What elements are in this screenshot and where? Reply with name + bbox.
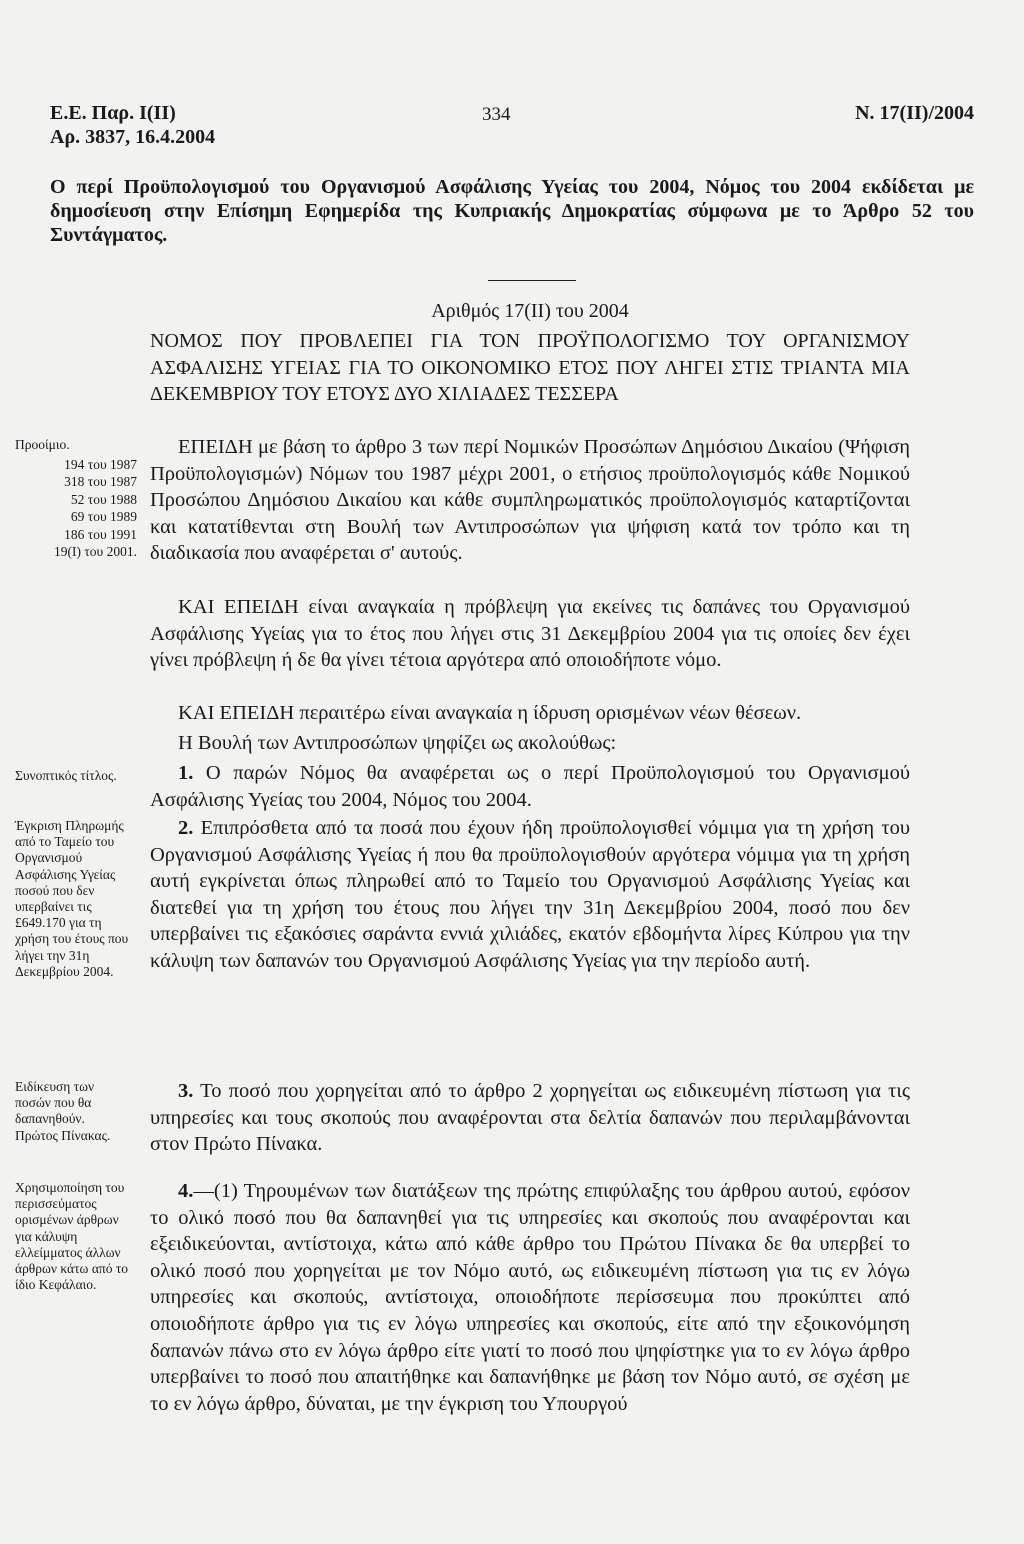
- law-title: ΝΟΜΟΣ ΠΟΥ ΠΡΟΒΛΕΠΕΙ ΓΙΑ ΤΟΝ ΠΡΟΫΠΟΛΟΓΙΣΜΟ ΤΟΥ ΟΡΓΑΝΙΣΜΟΥ ΑΣΦΑΛΙΣΗΣ ΥΓΕΙΑΣ ΓΙΑ ΤΟ ΟΙΚΟΝΟΜΙΚΟ ΕΤΟΣ ΠΟΥ ΛΗΓΕΙ ΣΤΙΣ ΤΡΙΑΝΤΑ ΜΙΑ ΔΕΚΕΜΒΡΙΟΥ ΤΟΥ ΕΤΟΥΣ ΔΥΟ ΧΙΛΙΑΔΕΣ ΤΕΣΣΕΡΑ: [150, 330, 910, 405]
- section-3-number: 3.: [178, 1080, 194, 1102]
- margin-note-references: [15, 456, 137, 560]
- margin-note-surplus: Χρησιμοποίηση του περισσεύματος ορισμένων άρθρων για κάλυψη ελλείμματος άλλων άρθρων κάτω από το ίδιο Κεφάλαιο.: [15, 1180, 129, 1293]
- recital-2: ΚΑΙ ΕΠΕΙΔΗ είναι αναγκαία η πρόβλεψη για εκείνες τις δαπάνες του Οργανισμού Ασφάλισης Υγείας για το έτος που λήγει στις 31 Δεκεμβρίου 2004 για τις οποίες δεν έχει γίνει πρόβλεψη ή δε θα γίνει τέτοια αργότερα από οποιοδήποτε νόμο.: [150, 596, 910, 672]
- reference-6: 19(Ι) του 2001.: [54, 544, 137, 560]
- section-4-text: —(1) Τηρουμένων των διατάξεων της πρώτης επιφύλαξης του άρθρου αυτού, εφόσον το ολικό ποσό που θα δαπανηθεί για τις υπηρεσίες και σκοπούς που αναφέρονται και εξειδικεύονται, αντίστοιχα, κάτω από κάθε άρθρο του Πρώτου Πίνακα δε θα υπερβεί το ολικό ποσό που χορηγείται με τον Νόμο αυτό, ως ειδικευμένη πίστωση για τις εν λόγω υπηρεσίες και σκοπούς, αντίστοιχα, οποιοδήποτε περίσσευμα που προκύπτει από οποιοδήποτε άρθρο για τις εν λόγω υπηρεσίες και σκοπούς, είτε από την εξοικονόμηση δαπανών πάνω στο εν λόγω άρθρο είτε γιατί το ποσό που ψηφίστηκε για το εν λόγω άρθρο υπερβαίνει το ποσό που απαιτήθηκε και δαπανήθηκε με βάση τον Νόμο αυτό, σε σχέση με το εν λόγω άρθρο, δύναται, με την έγκριση του Υπουργού: [150, 1180, 910, 1415]
- gazette-reference: Ε.Ε. Παρ. Ι(ΙΙ): [50, 102, 176, 124]
- reference-4: 69 του 1989: [70, 509, 137, 525]
- law-number: Αριθμός 17(ΙΙ) του 2004: [431, 300, 629, 322]
- section-2-number: 2.: [178, 817, 194, 839]
- section-4: [150, 1178, 910, 1417]
- section-1-number: 1.: [178, 762, 194, 784]
- reference-5: 186 του 1991: [64, 526, 137, 542]
- section-1: [150, 760, 910, 813]
- section-3-text: Το ποσό που χορηγείται από το άρθρο 2 χορηγείται ως ειδικευμένη πίστωση για τις υπηρεσίες και τους σκοπούς που αναφέρονται στα δελτία δαπανών που περιλαμβάνονται στον Πρώτο Πίνακα.: [150, 1080, 910, 1156]
- margin-note-short-title: Συνοπτικός τίτλος.: [15, 768, 117, 783]
- reference-3: 52 του 1988: [70, 491, 137, 507]
- margin-note-approval: Έγκριση Πληρωμής από το Ταμείο του Οργανισμού Ασφάλισης Υγείας ποσού που δεν υπερβαίνει τις £649.170 για τη χρήση του έτους που λήγει την 31η Δεκεμβρίου 2004.: [15, 818, 129, 979]
- separator-rule: [488, 280, 576, 281]
- section-2: [150, 815, 910, 975]
- recital-3: ΚΑΙ ΕΠΕΙΔΗ περαιτέρω είναι αναγκαία η ίδρυση ορισμένων νέων θέσεων.: [178, 702, 802, 724]
- section-3: [150, 1078, 910, 1158]
- section-1-text: Ο παρών Νόμος θα αναφέρεται ως ο περί Προϋπολογισμού του Οργανισμού Ασφάλισης Υγείας του 2004, Νόμος του 2004.: [150, 762, 911, 811]
- recital-1: ΕΠΕΙΔΗ με βάση το άρθρο 3 των περί Νομικών Προσώπων Δημόσιου Δικαίου (Ψήφιση Προϋπολογισμών) Νόμων του 1987 μέχρι 2001, ο ετήσιος προϋπολογισμός κάθε Νομικού Προσώπου Δημόσιου Δικαίου και κάθε συμπληρωματικός προϋπολογισμός καταρτίζονται και κατατίθενται στη Βουλή των Αντιπροσώπων για ψήφιση κατά τον τρόπο και τη διαδικασία που αναφέρεται σ' αυτούς.: [150, 436, 910, 565]
- section-4-number: 4.: [178, 1180, 194, 1202]
- law-reference: Ν. 17(ΙΙ)/2004: [855, 102, 974, 124]
- reference-2: 318 του 1987: [64, 474, 137, 490]
- margin-note-preamble: Προοίμιο.: [15, 437, 70, 452]
- issue-reference: Αρ. 3837, 16.4.2004: [50, 126, 216, 148]
- margin-note-specification: Ειδίκευση των ποσών που θα δαπανηθούν. Πρώτος Πίνακας.: [15, 1079, 111, 1143]
- publication-preamble: Ο περί Προϋπολογισμού του Οργανισμού Ασφάλισης Υγείας του 2004, Νόμος του 2004 εκδίδεται με δημοσίευση στην Επίσημη Εφημερίδα της Κυπριακής Δημοκρατίας σύμφωνα με το Άρθρο 52 του Συντάγματος.: [50, 176, 974, 246]
- reference-1: 194 του 1987: [64, 457, 137, 472]
- page-number: 334: [482, 104, 511, 125]
- enacting-formula: Η Βουλή των Αντιπροσώπων ψηφίζει ως ακολούθως:: [178, 732, 617, 754]
- section-2-text: Επιπρόσθετα από τα ποσά που έχουν ήδη προϋπολογισθεί νόμιμα για τη χρήση του Οργανισμού Ασφάλισης Υγείας ή που θα προϋπολογισθούν αργότερα νόμιμα για τη χρήση αυτή εγκρίνεται όπως πληρωθεί από το Ταμείο του Οργανισμού Ασφάλισης Υγείας και διατεθεί για τη χρήση του έτους που λήγει την 31η Δεκεμβρίου 2004, ποσό που δεν υπερβαίνει τις εξακόσιες σαράντα εννιά χιλιάδες, εκατόν εβδομήντα λίρες Κύπρου για την κάλυψη των δαπανών του Οργανισμού Ασφάλισης Υγείας για την περίοδο αυτή.: [150, 817, 910, 972]
